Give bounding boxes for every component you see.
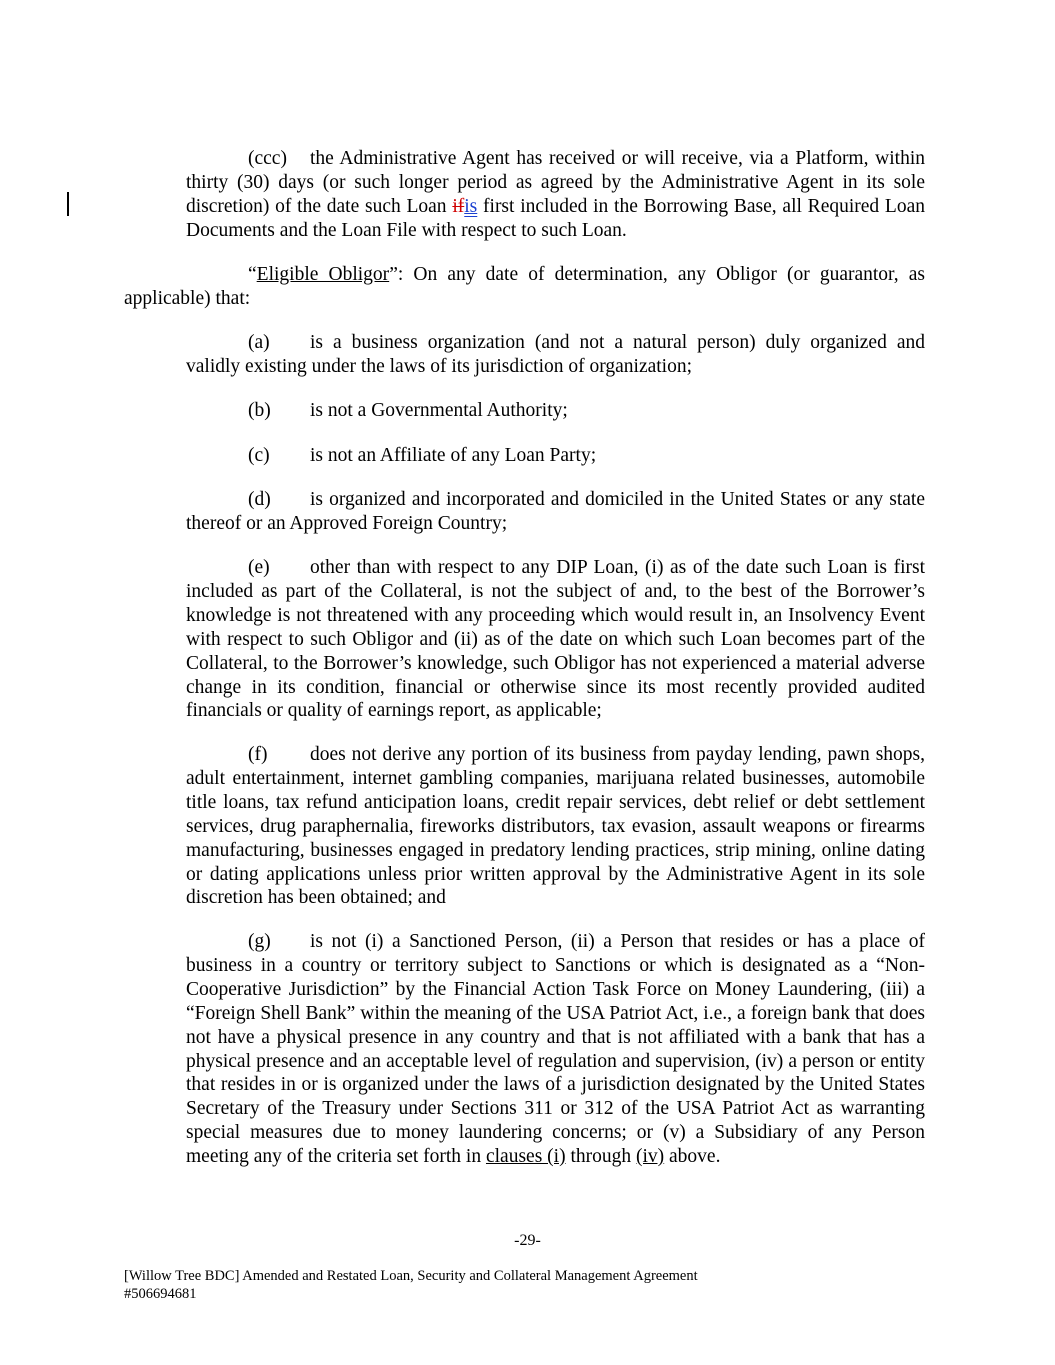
definition-text: ”: On any date of determination, any Obligor (or guarantor, as applicable) that:: [124, 264, 925, 309]
item-label: (c): [248, 445, 270, 466]
item-c: [186, 444, 925, 468]
item-label: (e): [248, 557, 270, 578]
inserted-text: is: [464, 195, 478, 217]
item-label: (f): [248, 744, 268, 765]
cross-reference-iv: (iv): [636, 1146, 665, 1168]
item-label: (a): [248, 332, 270, 353]
item-b: [186, 399, 925, 423]
page-number: -29-: [514, 1232, 541, 1249]
item-text: is organized and incorporated and domiciled in the United States or any state thereof or an Approved Foreign Country;: [186, 489, 925, 534]
item-d: [186, 488, 925, 536]
footer-doc-id: #506694681: [124, 1285, 197, 1302]
paragraph-ccc: [186, 147, 925, 243]
change-bar-marker: [67, 192, 69, 216]
item-g: [186, 930, 925, 1169]
document-footer: [124, 1268, 698, 1303]
item-text: is a business organization (and not a natural person) duly organized and validly existing under the laws of its jurisdiction of organization;: [186, 332, 925, 377]
item-e: [186, 556, 925, 723]
definition-eligible-obligor: [124, 263, 925, 311]
item-label: (d): [248, 489, 271, 510]
item-text: is not a Governmental Authority;: [310, 400, 568, 421]
cross-reference-clauses: clauses (i): [485, 1146, 566, 1168]
item-text-end: above.: [664, 1146, 721, 1168]
item-text: is not an Affiliate of any Loan Party;: [310, 445, 597, 466]
footer-title: [Willow Tree BDC] Amended and Restated Loan, Security and Collateral Management Agreement: [124, 1268, 698, 1284]
deleted-text: if: [452, 195, 465, 217]
item-text: other than with respect to any DIP Loan, (i) as of the date such Loan is first included as part of the Collateral, is not the subject of and, to the best of the Borrower’s knowledge is not threatened with any proceeding which would result in, an Insolvency Event with respect to such Obligor and (ii) as of the date on which such Loan becomes part of the Collateral, to the Borrower’s knowledge, such Obligor has not experienced a material adverse change in its condition, financial or otherwise since its most recently provided audited financials or quality of earnings report, as applicable;: [186, 557, 925, 722]
item-text: is not (i) a Sanctioned Person, (ii) a Person that resides or has a place of business in a country or territory subject to Sanctions or which is designated as a “Non-Cooperative Jurisdiction” by the Financial Action Task Force on Money Laundering, (iii) a “Foreign Shell Bank” within the meaning of the USA Patriot Act, i.e., a foreign bank that does not have a physical presence in any country and that is not affiliated with a bank that has a physical presence and an acceptable level of regulation and supervision, (iv) a person or entity that resides in or is organized under the laws of a jurisdiction designated by the United States Secretary of the Treasury under Sections 311 or 312 of the USA Patriot Act as warranting special measures due to money laundering concerns; or (v) a Subsidiary of any Person meeting any of the criteria set forth in: [186, 931, 925, 1168]
clause-label: (ccc): [248, 148, 287, 169]
item-a: [186, 331, 925, 379]
clause-text: the Administrative Agent has received or will receive, via a Platform, within thirty (30) days (or such longer period as agreed by the Administrative Agent in its sole discretion) of the date such Loan: [186, 148, 925, 217]
defined-term: Eligible Obligor: [256, 264, 390, 285]
item-label: (g): [248, 931, 271, 952]
item-text: does not derive any portion of its business from payday lending, pawn shops, adult entertainment, internet gambling companies, marijuana related businesses, automobile title loans, tax refund anticipation loans, credit repair services, debt relief or debt settlement services, drug paraphernalia, fireworks distributors, tax evasion, assault weapons or firearms manufacturing, businesses engaged in predatory lending practices, strip mining, online dating or dating applications unless prior written approval by the Administrative Agent in its sole discretion has been obtained; and: [186, 744, 925, 909]
item-text-through: through: [565, 1146, 636, 1168]
open-quote: “: [248, 264, 257, 285]
clause-text-end: first included in the Borrowing Base, all Required Loan Documents and the Loan File with respect to such Loan.: [186, 195, 925, 241]
item-f: [186, 743, 925, 910]
item-label: (b): [248, 400, 271, 421]
